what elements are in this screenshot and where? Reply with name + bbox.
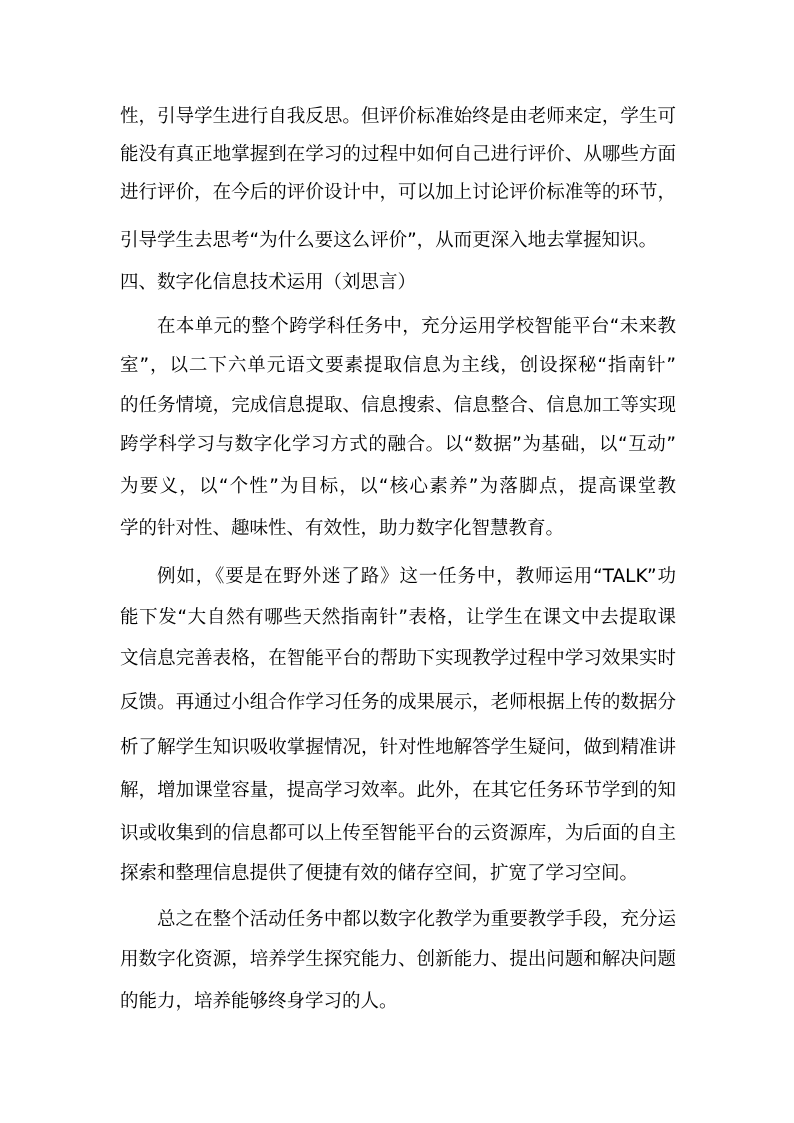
paragraph-line: 解，增加课堂容量，提高学习效率。此外，在其它任务环节学到的知 xyxy=(120,780,676,801)
paragraph-line: 反馈。再通过小组合作学习任务的成果展示，老师根据上传的数据分 xyxy=(120,692,676,713)
paragraph-line: 能下发“大自然有哪些天然指南针”表格，让学生在课文中去提取课 xyxy=(120,607,676,628)
paragraph-line: 室”，以二下六单元语文要素提取信息为主线，创设探秘“指南针” xyxy=(120,355,676,376)
paragraph-line: 跨学科学习与数字化学习方式的融合。以“数据”为基础，以“互动” xyxy=(120,434,676,455)
paragraph-line: 的能力，培养能够终身学习的人。 xyxy=(120,991,398,1012)
paragraph-line: 总之在整个活动任务中都以数字化教学为重要教学手段，充分运 xyxy=(157,909,676,930)
paragraph-line: 进行评价，在今后的评价设计中，可以加上讨论评价标准等的环节， xyxy=(120,182,676,203)
paragraph-line: 例如，《要是在野外迷了路》这一任务中，教师运用“TALK”功 xyxy=(157,566,676,587)
paragraph-line: 析了解学生知识吸收掌握情况，针对性地解答学生疑问，做到精准讲 xyxy=(120,737,676,758)
section-heading: 四、数字化信息技术运用（刘思言） xyxy=(120,272,417,293)
paragraph-line: 引导学生去思考“为什么要这么评价”，从而更深入地去掌握知识。 xyxy=(120,230,658,251)
paragraph-line: 识或收集到的信息都可以上传至智能平台的云资源库，为后面的自主 xyxy=(120,823,676,844)
paragraph-line: 的任务情境，完成信息提取、信息搜索、信息整合、信息加工等实现 xyxy=(120,395,676,416)
paragraph-line: 性，引导学生进行自我反思。但评价标准始终是由老师来定，学生可 xyxy=(120,106,676,127)
paragraph-line: 在本单元的整个跨学科任务中，充分运用学校智能平台“未来教 xyxy=(157,316,676,337)
paragraph-line: 能没有真正地掌握到在学习的过程中如何自己进行评价、从哪些方面 xyxy=(120,144,676,165)
paragraph-line: 用数字化资源，培养学生探究能力、创新能力、提出问题和解决问题 xyxy=(120,949,676,970)
paragraph-line: 学的针对性、趣味性、有效性，助力数字化智慧教育。 xyxy=(120,518,565,539)
paragraph-line: 为要义，以“个性”为目标，以“核心素养”为落脚点，提高课堂教 xyxy=(120,476,676,497)
paragraph-line: 探索和整理信息提供了便捷有效的储存空间，扩宽了学习空间。 xyxy=(120,863,639,884)
paragraph-line: 文信息完善表格，在智能平台的帮助下实现教学过程中学习效果实时 xyxy=(120,648,676,669)
